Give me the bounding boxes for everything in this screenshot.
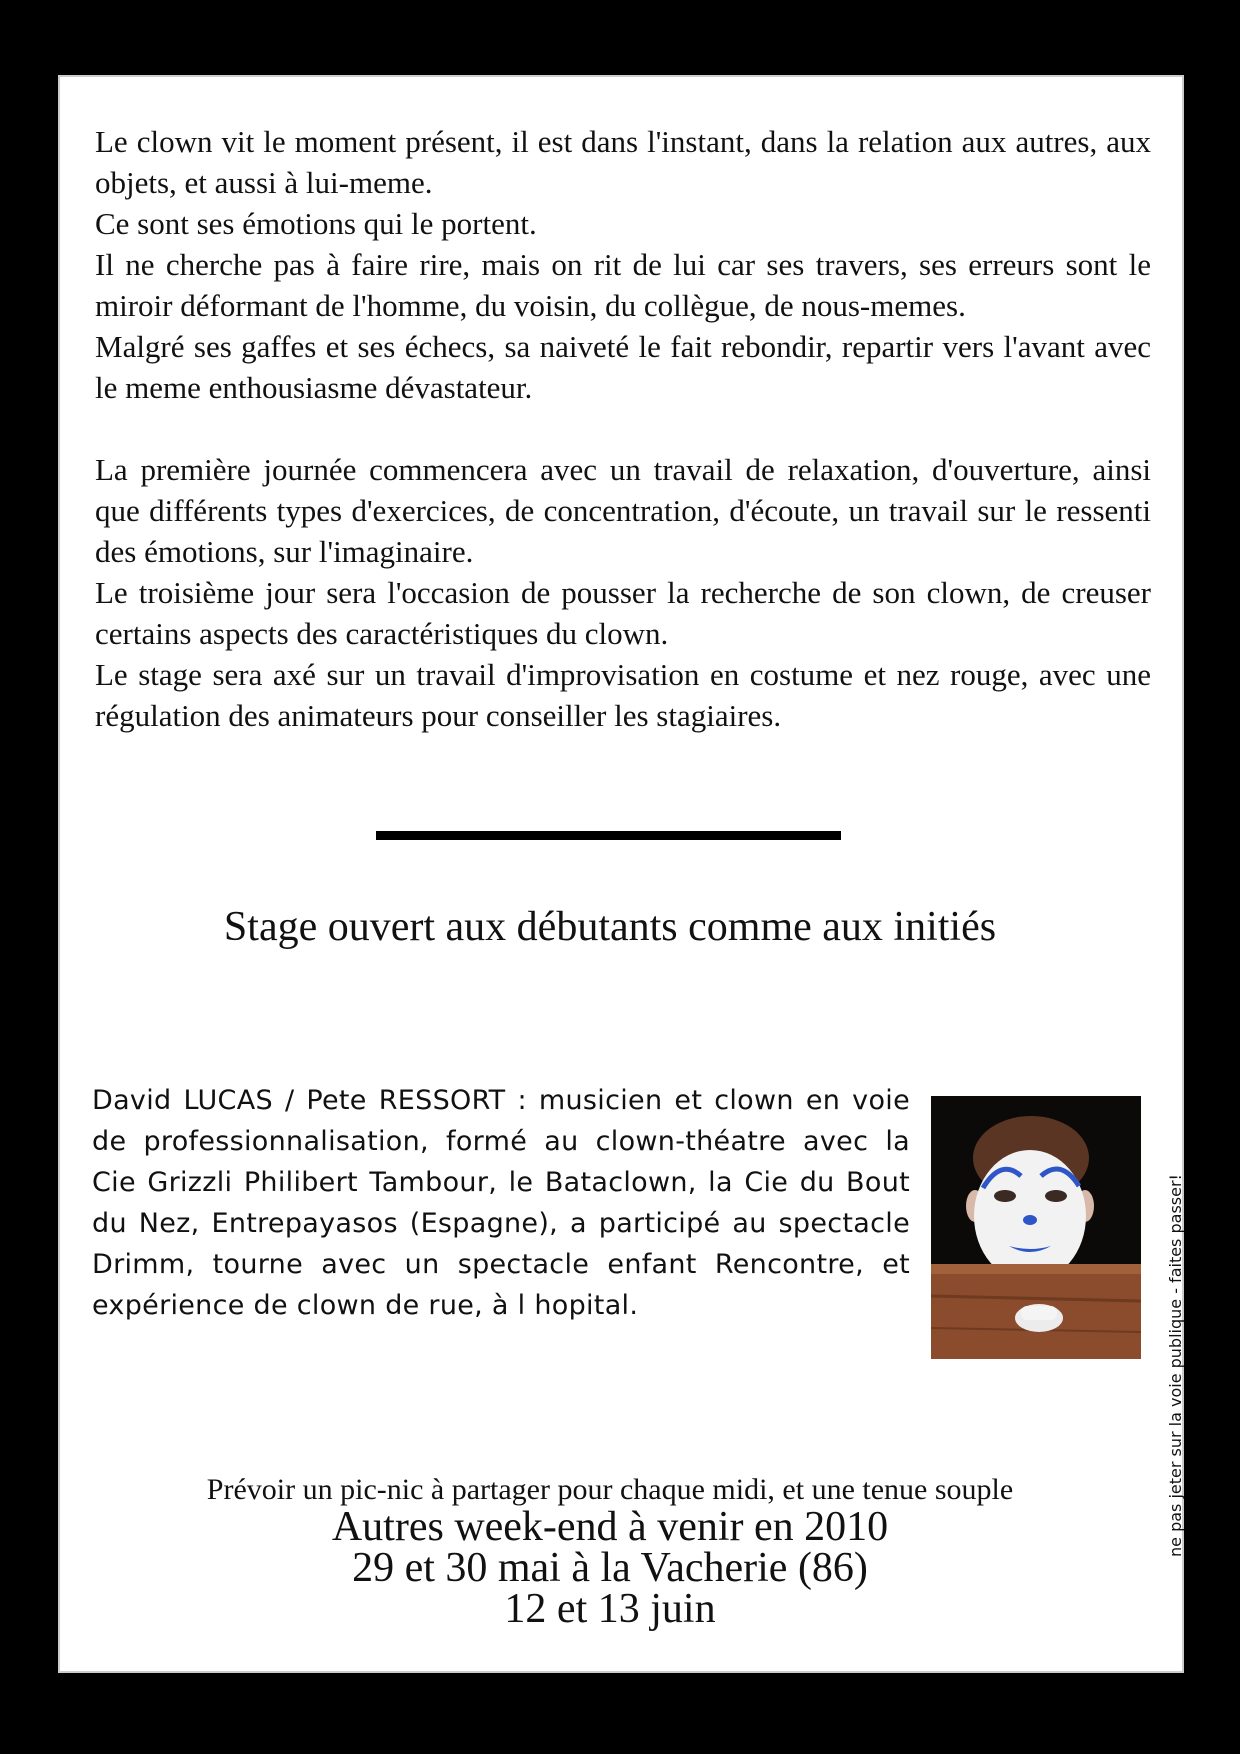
flyer-page [58, 75, 1184, 1673]
intro-paragraph: Ce sont ses émotions qui le portent. [95, 206, 537, 241]
dates-line: 29 et 30 mai à la Vacherie (86) [352, 1545, 868, 1591]
intro-paragraph: La première journée commencera avec un travail de relaxation, d'ouverture, ainsi que différents types d'exercices, de concentration, d'écoute, un travail sur le ressenti des émotions, sur l'imaginaire. [95, 452, 1151, 569]
clown-photo [931, 1096, 1141, 1359]
intro-paragraph: Le troisième jour sera l'occasion de pousser la recherche de son clown, de creuser certains aspects des caractéristiques du clown. [95, 575, 1151, 651]
headline: Stage ouvert aux débutants comme aux initiés [223, 904, 997, 950]
divider-rule [376, 831, 841, 840]
dates-title: Autres week-end à venir en 2010 [331, 1504, 889, 1550]
paragraph-gap [95, 408, 1151, 449]
bio-text: David LUCAS / Pete RESSORT : musicien et clown en voie de professionnalisation, formé au clown-théatre avec la Cie Grizzli Philibert Tambour, le Bataclown, la Cie du Bout du Nez, Entrepayasos (Espagne), a participé au spectacle Drimm, tourne avec un spectacle enfant Rencontre, et expérience de clown de rue, à l hopital. [92, 1085, 910, 1321]
upcoming-dates [60, 1504, 1160, 1632]
intro-paragraph: Malgré ses gaffes et ses échecs, sa naiveté le fait rebondir, repartir vers l'avant avec le meme enthousiasme dévastateur. [95, 329, 1151, 405]
intro-paragraph: Le clown vit le moment présent, il est dans l'instant, dans la relation aux autres, aux objets, et aussi à lui-meme. [95, 124, 1151, 200]
intro-paragraph: Il ne cherche pas à faire rire, mais on rit de lui car ses travers, ses erreurs sont le miroir déformant de l'homme, du voisin, du collègue, de nous-memes. [95, 247, 1151, 323]
side-note: ne pas jeter sur la voie publique - faites passer! [1166, 1174, 1185, 1557]
dates-line: 12 et 13 juin [504, 1586, 716, 1632]
picnic-note: Prévoir un pic-nic à partager pour chaque midi, et une tenue souple [206, 1473, 1014, 1506]
intro-paragraph: Le stage sera axé sur un travail d'improvisation en costume et nez rouge, avec une régulation des animateurs pour conseiller les stagiaires. [95, 657, 1151, 733]
intro-text [95, 121, 1151, 736]
